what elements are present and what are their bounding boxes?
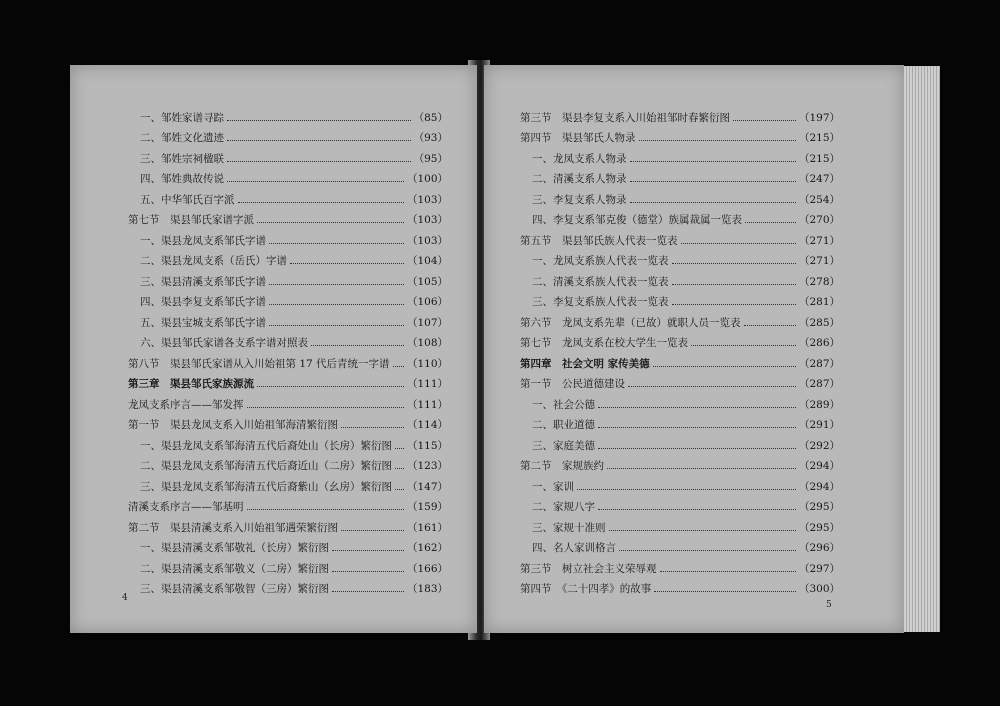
toc-entry-title: 三、邹姓宗祠楹联 bbox=[140, 152, 224, 165]
toc-entry-page: （285） bbox=[798, 316, 840, 329]
leader-dots bbox=[247, 407, 404, 408]
toc-entry-title: 一、渠县龙凤支系邹氏字谱 bbox=[140, 234, 266, 247]
leader-dots bbox=[311, 345, 404, 346]
toc-entry-page: （281） bbox=[798, 296, 840, 308]
leader-dots bbox=[227, 140, 411, 141]
toc-entry-page: （197） bbox=[798, 111, 840, 124]
toc-entry bbox=[128, 394, 448, 414]
leader-dots bbox=[598, 427, 796, 428]
toc-entry-page: （103） bbox=[406, 193, 448, 206]
page-edges bbox=[904, 66, 940, 632]
toc-entry-page: （183） bbox=[406, 583, 448, 595]
leader-dots bbox=[227, 120, 411, 121]
toc-entry-page: （295） bbox=[798, 521, 840, 534]
leader-dots bbox=[630, 181, 796, 182]
toc-entry-page: （294） bbox=[798, 460, 840, 472]
toc-entry-page: （103） bbox=[406, 214, 448, 226]
toc-entry bbox=[520, 230, 840, 250]
toc-entry bbox=[532, 415, 840, 435]
toc-entry bbox=[532, 169, 840, 189]
toc-entry bbox=[140, 128, 448, 148]
leader-dots bbox=[598, 407, 796, 408]
toc-entry-title: 第一节 渠县龙凤支系入川始祖邹海清繁衍图 bbox=[128, 419, 338, 431]
toc-entry-title: 一、龙凤支系人物录 bbox=[532, 152, 627, 165]
leader-dots bbox=[630, 202, 796, 203]
toc-entry-title: 二、渠县清溪支系邹敬义（二房）繁衍图 bbox=[140, 562, 329, 575]
toc-entry-title: 一、渠县龙凤支系邹海清五代后裔处山（长房）繁衍图 bbox=[140, 439, 392, 452]
leader-dots bbox=[744, 325, 796, 326]
leader-dots bbox=[660, 571, 796, 572]
toc-entry bbox=[140, 312, 448, 332]
page-number: 4 bbox=[122, 593, 128, 603]
leader-dots bbox=[639, 140, 796, 141]
toc-entry bbox=[532, 476, 840, 496]
toc-entry-page: （159） bbox=[406, 501, 448, 513]
toc-entry-page: （286） bbox=[798, 337, 840, 349]
toc-entry-title: 第二节 家规族约 bbox=[520, 460, 604, 472]
toc-entry-title: 第三节 渠县李复支系入川始祖邹时春繁衍图 bbox=[520, 111, 730, 124]
leader-dots bbox=[269, 284, 404, 285]
toc-entry-title: 一、社会公德 bbox=[532, 398, 595, 411]
leader-dots bbox=[607, 468, 796, 469]
toc-entry bbox=[520, 107, 840, 127]
leader-dots bbox=[630, 161, 796, 162]
toc-entry bbox=[520, 558, 840, 578]
toc-entry-page: （111） bbox=[406, 398, 448, 411]
toc-entry bbox=[520, 312, 840, 332]
toc-entry-page: （106） bbox=[406, 296, 448, 308]
toc-entry-page: （166） bbox=[406, 562, 448, 575]
leader-dots bbox=[672, 284, 796, 285]
toc-entry-title: 三、家庭美德 bbox=[532, 439, 595, 452]
toc-entry-page: （104） bbox=[406, 255, 448, 267]
toc-entry-page: （100） bbox=[406, 173, 448, 185]
leader-dots bbox=[691, 345, 796, 346]
left-page bbox=[70, 65, 477, 633]
toc-entry bbox=[140, 230, 448, 250]
toc-entry bbox=[140, 271, 448, 291]
toc-entry bbox=[140, 107, 448, 127]
toc-entry-title: 四、渠县李复支系邹氏字谱 bbox=[140, 296, 266, 308]
toc-entry-title: 第一节 公民道德建设 bbox=[520, 378, 625, 390]
page-number: 5 bbox=[826, 600, 832, 610]
toc-entry bbox=[532, 271, 840, 291]
toc-entry bbox=[532, 189, 840, 209]
leader-dots bbox=[290, 263, 404, 264]
toc-entry-title: 第三章 渠县邹氏家族源流 bbox=[128, 378, 254, 390]
toc-entry bbox=[128, 210, 448, 230]
toc-entry-page: （289） bbox=[798, 398, 840, 411]
toc-entry-title: 五、渠县宝城支系邹氏字谱 bbox=[140, 316, 266, 329]
toc-entry-title: 三、李复支系人物录 bbox=[532, 193, 627, 206]
toc-entry-page: （247） bbox=[798, 173, 840, 185]
leader-dots bbox=[628, 386, 796, 387]
toc-entry bbox=[140, 333, 448, 353]
toc-entry-title: 二、家规八字 bbox=[532, 501, 595, 513]
toc-entry-page: （85） bbox=[413, 111, 448, 124]
leader-dots bbox=[227, 161, 411, 162]
toc-entry bbox=[140, 538, 448, 558]
toc-entry bbox=[128, 353, 448, 373]
leader-dots bbox=[654, 591, 796, 592]
toc-entry-page: （105） bbox=[406, 275, 448, 288]
toc-entry-title: 二、渠县龙凤支系邹海清五代后裔近山（二房）繁衍图 bbox=[140, 460, 392, 472]
leader-dots bbox=[619, 550, 796, 551]
toc-entry-page: （271） bbox=[798, 255, 840, 267]
toc-entry-page: （300） bbox=[798, 583, 840, 595]
leader-dots bbox=[598, 509, 796, 510]
leader-dots bbox=[393, 366, 404, 367]
toc-entry-page: （215） bbox=[798, 132, 840, 144]
toc-entry bbox=[532, 497, 840, 517]
toc-entry-page: （111） bbox=[406, 378, 448, 390]
toc-entry-title: 第二节 渠县清溪支系入川始祖邹遇荣繁衍图 bbox=[128, 521, 338, 534]
toc-entry-page: （271） bbox=[798, 234, 840, 247]
toc-entry-page: （296） bbox=[798, 542, 840, 554]
leader-dots bbox=[395, 448, 404, 449]
toc-entry-page: （162） bbox=[406, 542, 448, 554]
toc-entry bbox=[140, 558, 448, 578]
toc-entry-page: （254） bbox=[798, 193, 840, 206]
leader-dots bbox=[395, 468, 404, 469]
toc-entry-title: 清溪支系序言——邹基明 bbox=[128, 501, 244, 513]
toc-entry bbox=[140, 292, 448, 312]
leader-dots bbox=[672, 263, 796, 264]
toc-entry-title: 第四节 《二十四孝》的故事 bbox=[520, 583, 652, 595]
toc-entry-title: 六、渠县邹氏家谱各支系字谱对照表 bbox=[140, 337, 308, 349]
leader-dots bbox=[257, 386, 404, 387]
leader-dots bbox=[269, 325, 404, 326]
toc-entry-title: 第七节 龙凤支系在校大学生一览表 bbox=[520, 337, 688, 349]
toc-entry-page: （93） bbox=[413, 132, 448, 144]
toc-entry-title: 第五节 渠县邹氏族人代表一览表 bbox=[520, 234, 678, 247]
leader-dots bbox=[269, 304, 404, 305]
toc-entry-title: 三、家规十准则 bbox=[532, 521, 606, 534]
leader-dots bbox=[395, 489, 404, 490]
toc-entry-title: 一、邹姓家谱寻踪 bbox=[140, 111, 224, 124]
leader-dots bbox=[681, 243, 796, 244]
toc-entry-page: （287） bbox=[798, 378, 840, 390]
toc-entry-page: （287） bbox=[798, 357, 840, 370]
leader-dots bbox=[269, 243, 404, 244]
toc-entry-title: 一、家训 bbox=[532, 480, 574, 493]
toc-entry-title: 二、职业道德 bbox=[532, 419, 595, 431]
toc-entry-page: （114） bbox=[406, 419, 448, 431]
toc-entry-title: 四、邹姓典故传说 bbox=[140, 173, 224, 185]
toc-entry-page: （103） bbox=[406, 234, 448, 247]
toc-entry-page: （294） bbox=[798, 480, 840, 493]
toc-entry bbox=[520, 374, 840, 394]
toc-entry-title: 二、邹姓文化遗迹 bbox=[140, 132, 224, 144]
toc-entry-page: （278） bbox=[798, 275, 840, 288]
toc-entry-title: 第六节 龙凤支系先辈（已故）就职人员一览表 bbox=[520, 316, 741, 329]
toc-entry-title: 一、龙凤支系族人代表一览表 bbox=[532, 255, 669, 267]
leader-dots bbox=[653, 366, 796, 367]
toc-entry-title: 四、名人家训格言 bbox=[532, 542, 616, 554]
toc-entry-title: 第四章 社会文明 家传美德 bbox=[520, 357, 650, 370]
toc-entry-title: 二、清溪支系人物录 bbox=[532, 173, 627, 185]
toc-entry bbox=[532, 394, 840, 414]
toc-entry-title: 四、李复支系邹克俊（德堂）族属裁属一览表 bbox=[532, 214, 742, 226]
toc-entry-title: 三、渠县清溪支系邹敬智（三房）繁衍图 bbox=[140, 583, 329, 595]
toc-entry bbox=[128, 517, 448, 537]
leader-dots bbox=[332, 571, 404, 572]
toc-entry bbox=[532, 148, 840, 168]
toc-entry bbox=[532, 517, 840, 537]
leader-dots bbox=[598, 448, 796, 449]
leader-dots bbox=[238, 202, 404, 203]
toc-entry bbox=[140, 169, 448, 189]
toc-entry bbox=[532, 435, 840, 455]
toc-entry bbox=[140, 251, 448, 271]
toc-entry bbox=[532, 251, 840, 271]
toc-entry bbox=[520, 333, 840, 353]
toc-entry-title: 一、渠县清溪支系邹敬礼（长房）繁衍图 bbox=[140, 542, 329, 554]
toc-entry bbox=[140, 476, 448, 496]
leader-dots bbox=[257, 222, 404, 223]
toc-entry-title: 五、中华邹氏百字派 bbox=[140, 193, 235, 206]
toc-entry-title: 龙凤支系序言——邹发挥 bbox=[128, 398, 244, 411]
toc-entry-page: （161） bbox=[406, 521, 448, 534]
leader-dots bbox=[227, 181, 404, 182]
toc-entry-page: （270） bbox=[798, 214, 840, 226]
toc-entry-page: （297） bbox=[798, 562, 840, 575]
toc-entry-page: （295） bbox=[798, 501, 840, 513]
toc-entry-page: （108） bbox=[406, 337, 448, 349]
toc-entry bbox=[532, 210, 840, 230]
toc-entry bbox=[520, 579, 840, 599]
toc-entry bbox=[532, 538, 840, 558]
toc-entry-title: 三、渠县清溪支系邹氏字谱 bbox=[140, 275, 266, 288]
toc-entry-page: （123） bbox=[406, 460, 448, 472]
toc-entry-page: （95） bbox=[413, 152, 448, 165]
toc-entry-page: （215） bbox=[798, 152, 840, 165]
toc-entry bbox=[532, 292, 840, 312]
toc-entry bbox=[140, 456, 448, 476]
toc-entry bbox=[520, 353, 840, 373]
toc-entry bbox=[140, 189, 448, 209]
toc-entry bbox=[128, 497, 448, 517]
toc-entry-title: 第三节 树立社会主义荣辱观 bbox=[520, 562, 657, 575]
leader-dots bbox=[577, 489, 796, 490]
toc-entry bbox=[520, 128, 840, 148]
leader-dots bbox=[745, 222, 796, 223]
toc-entry-title: 第四节 渠县邹氏人物录 bbox=[520, 132, 636, 144]
toc-entry-title: 二、清溪支系族人代表一览表 bbox=[532, 275, 669, 288]
toc-entry bbox=[140, 148, 448, 168]
leader-dots bbox=[733, 120, 796, 121]
toc-entry-title: 二、渠县龙凤支系（岳氏）字谱 bbox=[140, 255, 287, 267]
leader-dots bbox=[609, 530, 796, 531]
toc-entry-title: 第七节 渠县邹氏家谱字派 bbox=[128, 214, 254, 226]
toc-entry-page: （291） bbox=[798, 419, 840, 431]
leader-dots bbox=[332, 591, 404, 592]
toc-entry bbox=[140, 579, 448, 599]
leader-dots bbox=[341, 530, 404, 531]
toc-entry-title: 第八节 渠县邹氏家谱从入川始祖第 17 代后青统一字谱 bbox=[128, 357, 390, 370]
leader-dots bbox=[332, 550, 404, 551]
leader-dots bbox=[341, 427, 404, 428]
toc-entry-page: （115） bbox=[406, 439, 448, 452]
leader-dots bbox=[672, 304, 796, 305]
toc-entry-page: （147） bbox=[406, 480, 448, 493]
leader-dots bbox=[247, 509, 404, 510]
right-page bbox=[484, 65, 904, 633]
toc-entry bbox=[140, 435, 448, 455]
toc-entry-page: （292） bbox=[798, 439, 840, 452]
toc-entry-page: （110） bbox=[406, 357, 448, 370]
toc-entry-page: （107） bbox=[406, 316, 448, 329]
toc-entry-title: 三、渠县龙凤支系邹海清五代后裔紫山（幺房）繁衍图 bbox=[140, 480, 392, 493]
toc-entry-title: 三、李复支系族人代表一览表 bbox=[532, 296, 669, 308]
toc-entry bbox=[128, 415, 448, 435]
toc-entry bbox=[520, 456, 840, 476]
toc-entry bbox=[128, 374, 448, 394]
